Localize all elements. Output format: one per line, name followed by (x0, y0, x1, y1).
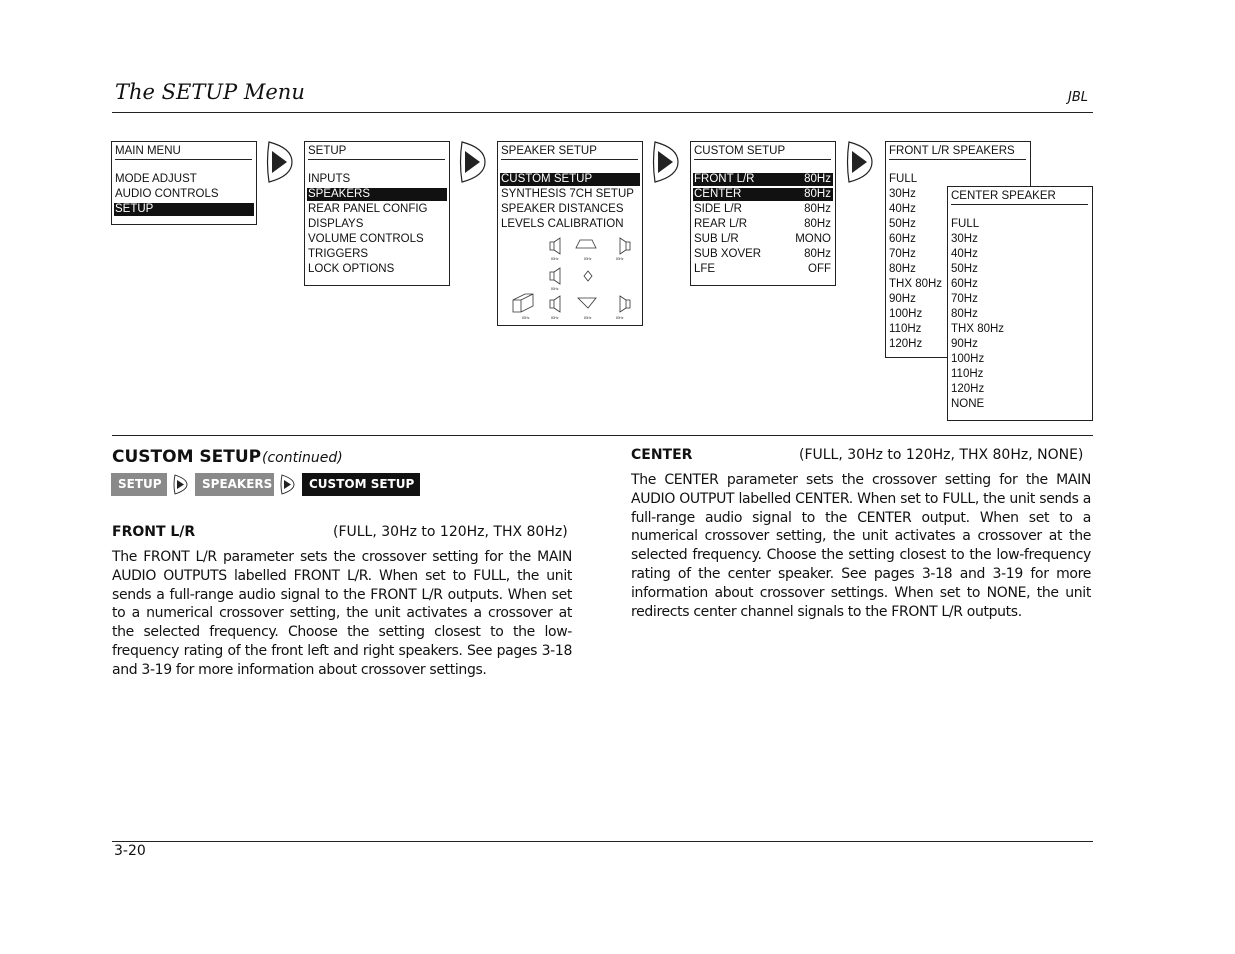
front-option-60hz[interactable]: 60Hz (889, 233, 916, 245)
right-arrow-icon (265, 140, 293, 184)
custom-setup-menu-box (690, 141, 836, 286)
custom-setup-item-side-lr[interactable]: SIDE L/R 80Hz (694, 203, 831, 215)
center-option-100hz[interactable]: 100Hz (951, 353, 985, 365)
center-speaker-menu-box (947, 186, 1093, 421)
speaker-diagram-icon (508, 234, 634, 322)
front-lr-heading: FRONT L/R (112, 524, 196, 540)
setup-item-triggers[interactable]: TRIGGERS (308, 248, 369, 260)
svg-text:80Hz: 80Hz (551, 316, 559, 320)
speaker-setup-menu-title: SPEAKER SETUP (501, 144, 638, 160)
front-option-50hz[interactable]: 50Hz (889, 218, 916, 230)
custom-setup-item-sub-xover[interactable]: SUB XOVER 80Hz (694, 248, 831, 260)
center-option-90hz[interactable]: 90Hz (951, 338, 978, 350)
setup-menu-box (304, 141, 450, 286)
page-title: The SETUP Menu (115, 80, 305, 104)
main-menu-title: MAIN MENU (115, 144, 252, 160)
custom-setup-item-center[interactable]: CENTER 80Hz (694, 188, 831, 200)
center-range: (FULL, 30Hz to 120Hz, THX 80Hz, NONE) (799, 447, 1084, 463)
custom-setup-item-sub-lr[interactable]: SUB L/R MONO (694, 233, 831, 245)
center-option-60hz[interactable]: 60Hz (951, 278, 978, 290)
header-rule (112, 112, 1093, 113)
center-option-120hz[interactable]: 120Hz (951, 383, 985, 395)
right-arrow-icon (458, 140, 486, 184)
setup-item-rear-panel-config[interactable]: REAR PANEL CONFIG (308, 203, 428, 215)
center-option-40hz[interactable]: 40Hz (951, 248, 978, 260)
breadcrumb-arrow-icon (172, 473, 188, 496)
breadcrumb-speakers[interactable]: SPEAKERS (195, 473, 274, 496)
speaker-setup-item-levels[interactable]: LEVELS CALIBRATION (501, 218, 624, 230)
setup-item-lock-options[interactable]: LOCK OPTIONS (308, 263, 395, 275)
front-option-30hz[interactable]: 30Hz (889, 188, 916, 200)
front-lr-speakers-menu-title: FRONT L/R SPEAKERS (889, 144, 1026, 160)
front-option-90hz[interactable]: 90Hz (889, 293, 916, 305)
section-rule (112, 435, 1093, 436)
main-menu-item-mode-adjust[interactable]: MODE ADJUST (115, 173, 197, 185)
center-speaker-menu-title: CENTER SPEAKER (951, 189, 1088, 205)
front-option-thx-80hz[interactable]: THX 80Hz (889, 278, 943, 290)
brand-label: JBL (1068, 90, 1088, 105)
speaker-setup-item-distances[interactable]: SPEAKER DISTANCES (501, 203, 624, 215)
front-lr-range: (FULL, 30Hz to 120Hz, THX 80Hz) (333, 524, 568, 540)
center-option-full[interactable]: FULL (951, 218, 980, 230)
center-option-none[interactable]: NONE (951, 398, 985, 410)
right-arrow-icon (651, 140, 679, 184)
svg-text:80Hz: 80Hz (616, 257, 624, 261)
center-option-thx-80hz[interactable]: THX 80Hz (951, 323, 1005, 335)
breadcrumb-setup[interactable]: SETUP (111, 473, 167, 496)
section-title: CUSTOM SETUP (112, 447, 262, 467)
center-body: The CENTER parameter sets the crossover setting for the MAIN AUDIO OUTPUT labelled CENTER. When set to FULL, the unit sends a full-range audio signal to the CENTER output. When set to a numerical crossover setting, the unit activates a crossover at the selected frequency. Choose the setting closest to the low-frequency rating of the center speaker. See pages 3-18 and 3-19 for more information about crossover settings. When set to NONE, the unit redirects center channel signals to the FRONT L/R outputs. (631, 472, 1091, 620)
setup-item-speakers[interactable]: SPEAKERS (307, 188, 447, 201)
right-arrow-icon (845, 140, 873, 184)
breadcrumb-arrow-icon (279, 473, 295, 496)
setup-item-inputs[interactable]: INPUTS (308, 173, 351, 185)
center-option-50hz[interactable]: 50Hz (951, 263, 978, 275)
front-option-70hz[interactable]: 70Hz (889, 248, 916, 260)
setup-item-displays[interactable]: DISPLAYS (308, 218, 364, 230)
main-menu-item-setup[interactable]: SETUP (114, 203, 254, 216)
svg-text:80Hz: 80Hz (616, 316, 624, 320)
svg-text:80Hz: 80Hz (584, 316, 592, 320)
center-option-30hz[interactable]: 30Hz (951, 233, 978, 245)
center-heading: CENTER (631, 447, 693, 463)
setup-menu-title: SETUP (308, 144, 445, 160)
front-lr-body: The FRONT L/R parameter sets the crossover setting for the MAIN AUDIO OUTPUTS labelled FRONT L/R. When set to FULL, the unit sends a full-range audio signal to the FRONT L/R outputs. When set to a numerical crossover setting, the unit activates a crossover at the selected frequency. Choose the setting closest to the low-frequency rating of the front left and right speakers. See pages 3-18 and 3-19 for more information about crossover settings. (112, 549, 572, 678)
speaker-setup-item-custom-setup[interactable]: CUSTOM SETUP (500, 173, 640, 186)
setup-item-volume-controls[interactable]: VOLUME CONTROLS (308, 233, 424, 245)
main-menu-item-audio-controls[interactable]: AUDIO CONTROLS (115, 188, 219, 200)
page-number: 3-20 (114, 843, 146, 859)
center-option-80hz[interactable]: 80Hz (951, 308, 978, 320)
svg-text:80Hz: 80Hz (551, 287, 559, 291)
svg-text:80Hz: 80Hz (522, 316, 530, 320)
front-option-120hz[interactable]: 120Hz (889, 338, 923, 350)
front-option-110hz[interactable]: 110Hz (889, 323, 922, 335)
section-continued: (continued) (262, 450, 343, 466)
front-option-80hz[interactable]: 80Hz (889, 263, 916, 275)
center-option-70hz[interactable]: 70Hz (951, 293, 978, 305)
front-option-100hz[interactable]: 100Hz (889, 308, 923, 320)
footer-rule (112, 841, 1093, 842)
speaker-setup-item-synthesis[interactable]: SYNTHESIS 7CH SETUP (501, 188, 634, 200)
front-option-full[interactable]: FULL (889, 173, 918, 185)
custom-setup-menu-title: CUSTOM SETUP (694, 144, 831, 160)
main-menu-box (111, 141, 257, 225)
svg-text:80Hz: 80Hz (584, 257, 592, 261)
svg-text:80Hz: 80Hz (551, 257, 559, 261)
front-option-40hz[interactable]: 40Hz (889, 203, 916, 215)
custom-setup-item-rear-lr[interactable]: REAR L/R 80Hz (694, 218, 831, 230)
center-option-110hz[interactable]: 110Hz (951, 368, 984, 380)
speaker-setup-menu-box (497, 141, 643, 326)
custom-setup-item-lfe[interactable]: LFE OFF (694, 263, 831, 275)
custom-setup-item-front-lr[interactable]: FRONT L/R 80Hz (694, 173, 831, 185)
breadcrumb-custom-setup[interactable]: CUSTOM SETUP (302, 473, 420, 496)
